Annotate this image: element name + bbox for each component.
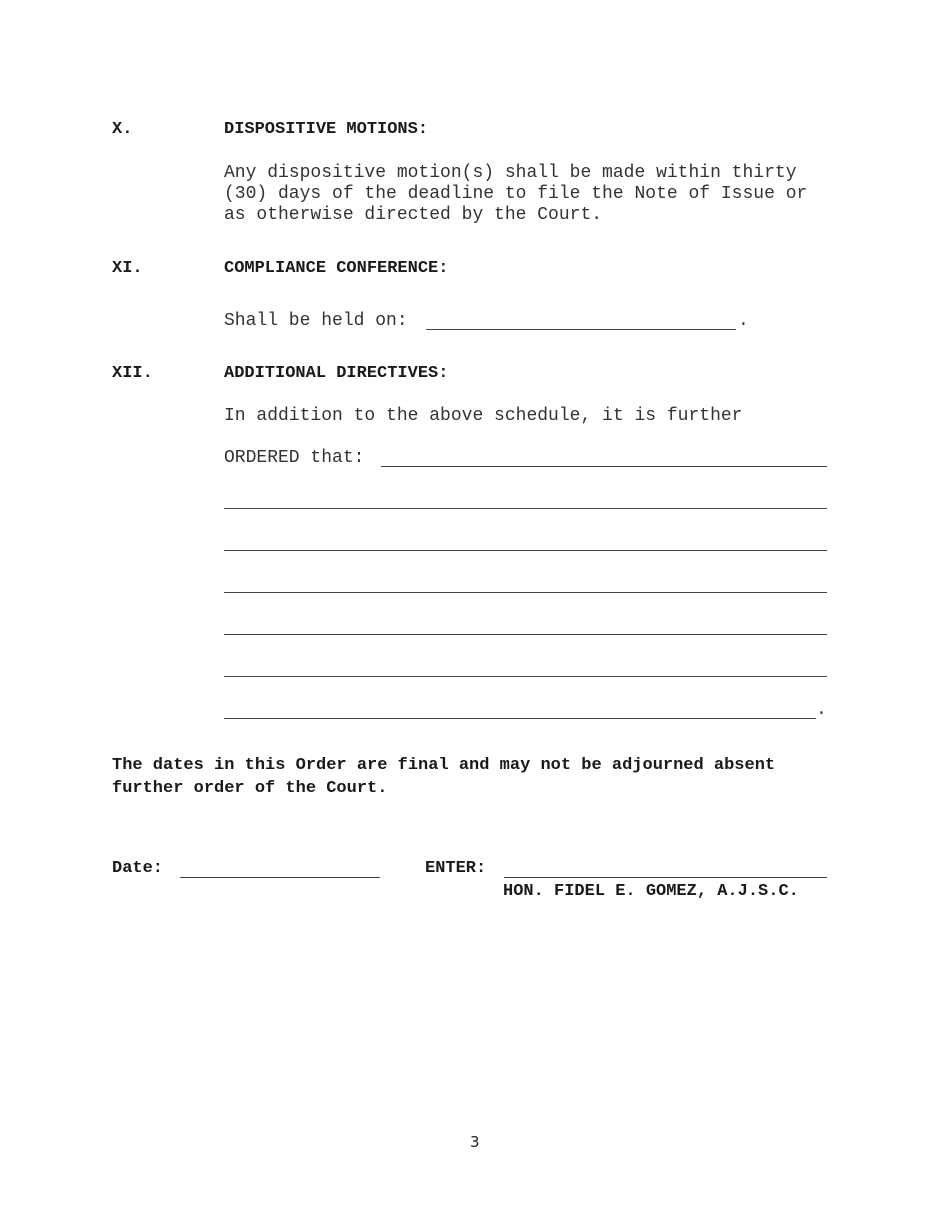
section-x-body-line-3: as otherwise directed by the Court. — [224, 205, 603, 225]
compliance-date-label: Shall be held on: — [224, 311, 408, 331]
directive-line[interactable] — [224, 634, 827, 635]
notice-line-2: further order of the Court. — [112, 779, 388, 798]
ordered-that-label: ORDERED that: — [224, 448, 365, 468]
section-xi-number: XI. — [112, 259, 143, 278]
compliance-date-period: . — [738, 311, 749, 331]
section-x-number: X. — [112, 120, 133, 139]
section-xi-heading: COMPLIANCE CONFERENCE: — [224, 259, 449, 278]
directives-intro: In addition to the above schedule, it is further — [224, 406, 743, 426]
section-x-heading: DISPOSITIVE MOTIONS: — [224, 120, 429, 139]
section-x-body-line-2: (30) days of the deadline to file the Note of Issue or — [224, 184, 808, 204]
section-xii-number: XII. — [112, 364, 153, 383]
ordered-that-field[interactable] — [381, 466, 827, 467]
directive-line[interactable] — [224, 508, 827, 509]
date-label: Date: — [112, 859, 164, 878]
compliance-date-field[interactable] — [426, 329, 736, 330]
directive-end-period: . — [816, 700, 827, 720]
signature-field[interactable] — [504, 877, 827, 878]
directive-line[interactable] — [224, 592, 827, 593]
section-xii-heading: ADDITIONAL DIRECTIVES: — [224, 364, 449, 383]
directive-line[interactable] — [224, 550, 827, 551]
section-x-body-line-1: Any dispositive motion(s) shall be made within thirty — [224, 163, 797, 183]
date-field[interactable] — [180, 877, 380, 878]
directive-line[interactable] — [224, 676, 827, 677]
page-number: 3 — [470, 1133, 480, 1151]
notice-line-1: The dates in this Order are final and may not be adjourned absent — [112, 756, 776, 775]
judge-name: HON. FIDEL E. GOMEZ, A.J.S.C. — [503, 882, 799, 901]
enter-label: ENTER: — [425, 859, 487, 878]
directive-line-last[interactable] — [224, 718, 816, 719]
